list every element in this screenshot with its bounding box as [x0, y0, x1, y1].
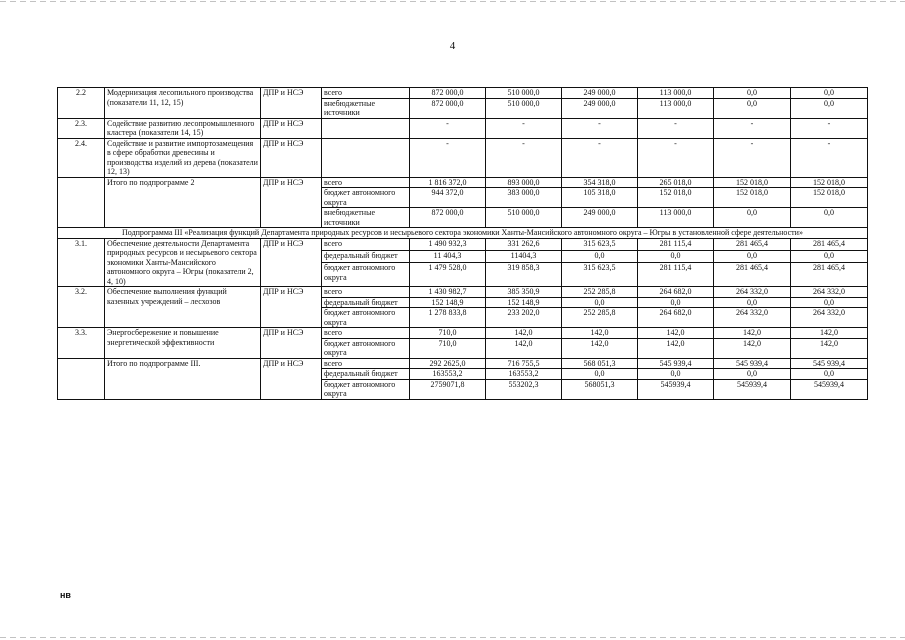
amount-cell: 142,0 — [562, 328, 638, 339]
table-row — [58, 88, 868, 99]
funding-source: внебюджетные источники — [322, 208, 410, 228]
amount-cell: 152 018,0 — [714, 177, 791, 188]
amount-cell: 142,0 — [714, 328, 791, 339]
amount-cell: 1 278 833,8 — [410, 308, 486, 328]
item-number: 2.4. — [58, 138, 105, 177]
funding-source: всего — [322, 358, 410, 369]
funding-source: всего — [322, 88, 410, 99]
amount-cell: 331 262,6 — [486, 238, 562, 250]
table-row — [58, 358, 868, 369]
amount-cell: 264 332,0 — [714, 287, 791, 298]
funding-source: бюджет автономного округа — [322, 188, 410, 208]
item-name: Модернизация лесопильного производства (показатели 11, 12, 15) — [105, 88, 261, 119]
amount-cell: 0,0 — [714, 88, 791, 99]
amount-cell: 354 318,0 — [562, 177, 638, 188]
amount-cell: 163553,2 — [410, 369, 486, 380]
amount-cell: 0,0 — [638, 250, 714, 262]
amount-cell: 105 318,0 — [562, 188, 638, 208]
amount-cell: 152 018,0 — [791, 188, 868, 208]
table-row — [58, 287, 868, 298]
amount-cell: 0,0 — [791, 208, 868, 228]
amount-cell: 0,0 — [562, 369, 638, 380]
responsible-executor: ДПР и НСЭ — [261, 328, 322, 359]
amount-cell: 142,0 — [486, 328, 562, 339]
amount-cell: 545939,4 — [791, 379, 868, 399]
amount-cell: 545 939,4 — [638, 358, 714, 369]
amount-cell: 0,0 — [562, 297, 638, 308]
amount-cell: - — [410, 118, 486, 138]
budget-table — [57, 87, 868, 400]
amount-cell: 315 623,5 — [562, 238, 638, 250]
funding-source: всего — [322, 287, 410, 298]
amount-cell: - — [714, 138, 791, 177]
item-name: Энергосбережение и повышение энергетической эффективности — [105, 328, 261, 359]
amount-cell: 163553,2 — [486, 369, 562, 380]
amount-cell: 0,0 — [714, 369, 791, 380]
funding-source: бюджет автономного округа — [322, 308, 410, 328]
amount-cell: 893 000,0 — [486, 177, 562, 188]
amount-cell: - — [486, 138, 562, 177]
amount-cell: 0,0 — [791, 98, 868, 118]
amount-cell: - — [714, 118, 791, 138]
amount-cell: 510 000,0 — [486, 88, 562, 99]
amount-cell: 281 465,4 — [791, 238, 868, 250]
item-name: Обеспечение деятельности Департамента природных ресурсов и несырьевого сектора экономики Ханты-Мансийского автономного округа – Югры (показатели 2, 4, 10) — [105, 238, 261, 287]
item-number: 2.3. — [58, 118, 105, 138]
amount-cell: 0,0 — [791, 297, 868, 308]
amount-cell: 281 115,4 — [638, 263, 714, 287]
budget-table-body — [58, 88, 868, 400]
amount-cell: 0,0 — [714, 297, 791, 308]
amount-cell: 545939,4 — [638, 379, 714, 399]
amount-cell: 0,0 — [638, 297, 714, 308]
amount-cell: 264 332,0 — [714, 308, 791, 328]
table-row — [58, 118, 868, 138]
amount-cell: 252 285,8 — [562, 287, 638, 298]
amount-cell: 113 000,0 — [638, 98, 714, 118]
amount-cell: 0,0 — [791, 250, 868, 262]
funding-source — [322, 118, 410, 138]
amount-cell: 1 816 372,0 — [410, 177, 486, 188]
amount-cell: 152 148,9 — [410, 297, 486, 308]
funding-source: всего — [322, 328, 410, 339]
table-row — [58, 138, 868, 177]
funding-source: федеральный бюджет — [322, 250, 410, 262]
item-number: 3.3. — [58, 328, 105, 359]
amount-cell: - — [410, 138, 486, 177]
amount-cell: - — [638, 118, 714, 138]
amount-cell: 264 682,0 — [638, 287, 714, 298]
responsible-executor: ДПР и НСЭ — [261, 287, 322, 328]
amount-cell: 142,0 — [486, 338, 562, 358]
amount-cell: 281 465,4 — [791, 263, 868, 287]
amount-cell: 11404,3 — [486, 250, 562, 262]
table-row — [58, 328, 868, 339]
amount-cell: 510 000,0 — [486, 98, 562, 118]
responsible-executor: ДПР и НСЭ — [261, 138, 322, 177]
amount-cell: 292 2625,0 — [410, 358, 486, 369]
amount-cell: 142,0 — [638, 328, 714, 339]
amount-cell: 1 479 528,0 — [410, 263, 486, 287]
item-number: 3.2. — [58, 287, 105, 328]
funding-source — [322, 138, 410, 177]
amount-cell: 383 000,0 — [486, 188, 562, 208]
responsible-executor: ДПР и НСЭ — [261, 177, 322, 228]
amount-cell: 872 000,0 — [410, 88, 486, 99]
amount-cell: 233 202,0 — [486, 308, 562, 328]
amount-cell: 872 000,0 — [410, 98, 486, 118]
amount-cell: 264 682,0 — [638, 308, 714, 328]
amount-cell: 0,0 — [714, 98, 791, 118]
item-name: Итого по подпрограмме 2 — [105, 177, 261, 228]
amount-cell: 1 430 982,7 — [410, 287, 486, 298]
responsible-executor: ДПР и НСЭ — [261, 238, 322, 287]
amount-cell: - — [791, 138, 868, 177]
funding-source: бюджет автономного округа — [322, 338, 410, 358]
amount-cell: 710,0 — [410, 338, 486, 358]
amount-cell: 545 939,4 — [714, 358, 791, 369]
subprogram-row — [58, 228, 868, 239]
table-row — [58, 177, 868, 188]
amount-cell: 2759071,8 — [410, 379, 486, 399]
responsible-executor: ДПР и НСЭ — [261, 118, 322, 138]
amount-cell: 11 404,3 — [410, 250, 486, 262]
amount-cell: 152 018,0 — [638, 188, 714, 208]
amount-cell: 710,0 — [410, 328, 486, 339]
item-number — [58, 177, 105, 228]
amount-cell: 944 372,0 — [410, 188, 486, 208]
footer-mark: нв — [60, 590, 71, 600]
amount-cell: 113 000,0 — [638, 208, 714, 228]
amount-cell: - — [638, 138, 714, 177]
amount-cell: 281 465,4 — [714, 238, 791, 250]
amount-cell: 872 000,0 — [410, 208, 486, 228]
amount-cell: 281 115,4 — [638, 238, 714, 250]
table-row — [58, 238, 868, 250]
funding-source: федеральный бюджет — [322, 297, 410, 308]
amount-cell: 0,0 — [714, 250, 791, 262]
item-name: Содействие и развитие импортозамещения в сфере обработки древесины и производства изделий из дерева (показатели 12, 13) — [105, 138, 261, 177]
funding-source: федеральный бюджет — [322, 369, 410, 380]
amount-cell: 1 490 932,3 — [410, 238, 486, 250]
amount-cell: 0,0 — [714, 208, 791, 228]
item-number: 3.1. — [58, 238, 105, 287]
amount-cell: 142,0 — [791, 328, 868, 339]
amount-cell: 265 018,0 — [638, 177, 714, 188]
amount-cell: - — [486, 118, 562, 138]
responsible-executor: ДПР и НСЭ — [261, 88, 322, 119]
amount-cell: 510 000,0 — [486, 208, 562, 228]
item-name: Содействие развитию лесопромышленного кластера (показатели 14, 15) — [105, 118, 261, 138]
amount-cell: - — [562, 118, 638, 138]
amount-cell: 142,0 — [562, 338, 638, 358]
item-number — [58, 358, 105, 399]
amount-cell: 142,0 — [714, 338, 791, 358]
amount-cell: - — [562, 138, 638, 177]
amount-cell: 281 465,4 — [714, 263, 791, 287]
item-number: 2.2 — [58, 88, 105, 119]
amount-cell: 545 939,4 — [791, 358, 868, 369]
subprogram-title: Подпрограмма III «Реализация функций Департамента природных ресурсов и несырьевого сектора экономики Ханты-Мансийского автономного округа – Югры в установленной сфере деятельности» — [58, 228, 868, 239]
amount-cell: 249 000,0 — [562, 88, 638, 99]
amount-cell: 152 148,9 — [486, 297, 562, 308]
funding-source: всего — [322, 238, 410, 250]
funding-source: всего — [322, 177, 410, 188]
funding-source: внебюджетные источники — [322, 98, 410, 118]
amount-cell: 385 350,9 — [486, 287, 562, 298]
amount-cell: 319 858,3 — [486, 263, 562, 287]
amount-cell: 553202,3 — [486, 379, 562, 399]
page-number: 4 — [449, 40, 456, 52]
amount-cell: 264 332,0 — [791, 287, 868, 298]
amount-cell: 152 018,0 — [791, 177, 868, 188]
amount-cell: 252 285,8 — [562, 308, 638, 328]
amount-cell: 249 000,0 — [562, 208, 638, 228]
amount-cell: 0,0 — [791, 88, 868, 99]
amount-cell: 0,0 — [638, 369, 714, 380]
item-name: Обеспечение выполнения функций казенных учреждений – лесхозов — [105, 287, 261, 328]
amount-cell: 142,0 — [791, 338, 868, 358]
amount-cell: - — [791, 118, 868, 138]
amount-cell: 568 051,3 — [562, 358, 638, 369]
funding-source: бюджет автономного округа — [322, 379, 410, 399]
amount-cell: 249 000,0 — [562, 98, 638, 118]
amount-cell: 315 623,5 — [562, 263, 638, 287]
scan-border-bottom — [0, 637, 905, 638]
amount-cell: 716 755,5 — [486, 358, 562, 369]
funding-source: бюджет автономного округа — [322, 263, 410, 287]
amount-cell: 142,0 — [638, 338, 714, 358]
responsible-executor: ДПР и НСЭ — [261, 358, 322, 399]
amount-cell: 568051,3 — [562, 379, 638, 399]
amount-cell: 0,0 — [562, 250, 638, 262]
scan-border-top — [0, 1, 905, 2]
amount-cell: 264 332,0 — [791, 308, 868, 328]
item-name: Итого по подпрограмме III. — [105, 358, 261, 399]
amount-cell: 0,0 — [791, 369, 868, 380]
amount-cell: 152 018,0 — [714, 188, 791, 208]
amount-cell: 113 000,0 — [638, 88, 714, 99]
amount-cell: 545939,4 — [714, 379, 791, 399]
